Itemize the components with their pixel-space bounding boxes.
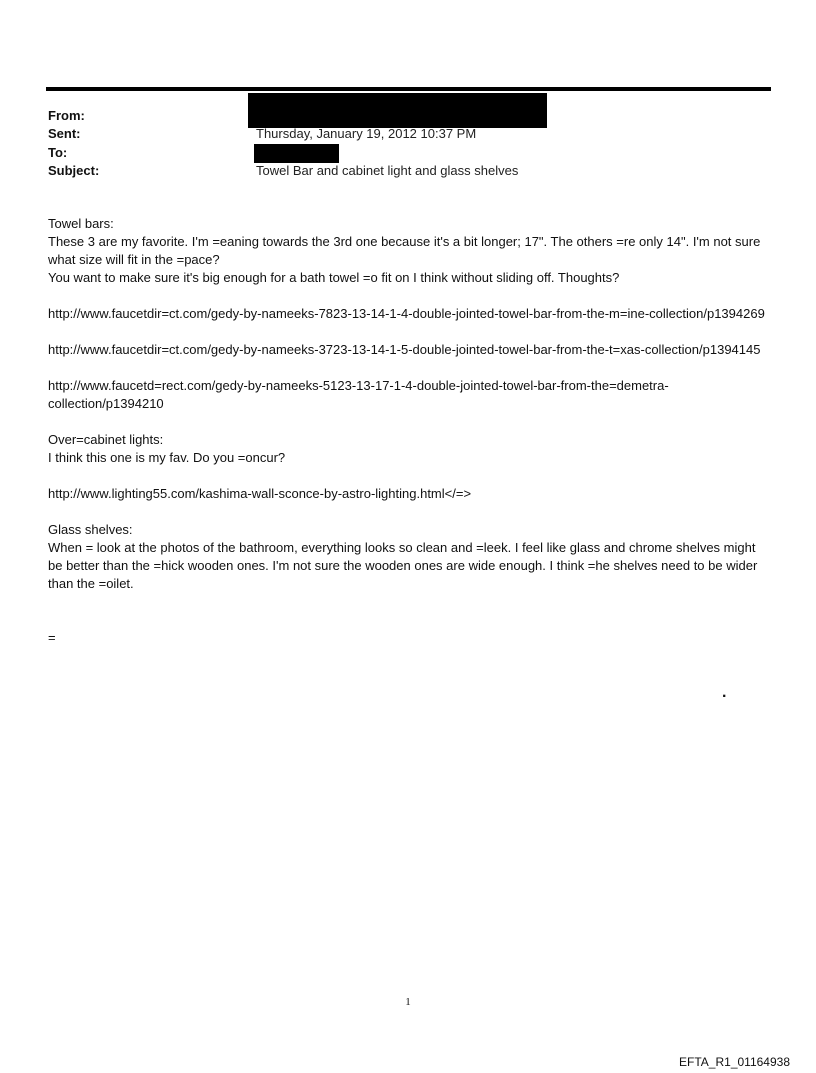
link-1[interactable]: http://www.faucetdir=ct.com/gedy-by-nameeks-7823-13-14-1-4-double-jointed-towel-bar-from-the-m=ine-collection/p1394269 <box>48 306 765 321</box>
glass-shelves-paragraph <box>48 521 768 593</box>
glass-shelves-text: When = look at the photos of the bathroom, everything looks so clean and =leek. I feel like glass and chrome shelves might be better than the =hick wooden ones. I'm not sure the wooden ones are wide enough. I think =he shelves need to be wider than the =oilet. <box>48 540 758 591</box>
towel-bars-heading: Towel bars: <box>48 216 114 231</box>
header-divider <box>46 87 771 91</box>
body-trailer: = <box>48 630 56 645</box>
page-number: 1 <box>405 996 411 1008</box>
towel-bars-paragraph <box>48 215 768 287</box>
link-4[interactable]: http://www.lighting55.com/kashima-wall-sconce-by-astro-lighting.html</=> <box>48 486 472 501</box>
cabinet-lights-text: I think this one is my fav. Do you =oncur? <box>48 450 286 465</box>
stray-mark: . <box>722 684 727 701</box>
towel-bars-question: You want to make sure it's big enough for a bath towel =o fit on I think without sliding off. Thoughts? <box>48 270 620 285</box>
from-redaction <box>248 93 547 128</box>
sent-label: Sent: <box>48 126 81 141</box>
document-id: EFTA_R1_01164938 <box>679 1055 790 1069</box>
cabinet-lights-paragraph <box>48 431 768 467</box>
sent-value: Thursday, January 19, 2012 10:37 PM <box>256 126 477 141</box>
cabinet-lights-heading: Over=cabinet lights: <box>48 432 164 447</box>
to-redaction <box>254 144 339 163</box>
glass-shelves-heading: Glass shelves: <box>48 522 133 537</box>
link-2[interactable]: http://www.faucetdir=ct.com/gedy-by-nameeks-3723-13-14-1-5-double-jointed-towel-bar-from-the-t=xas-collection/p1394145 <box>48 342 761 357</box>
to-label: To: <box>48 145 68 160</box>
from-label: From: <box>48 108 85 123</box>
towel-bars-text: These 3 are my favorite. I'm =eaning towards the 3rd one because it's a bit longer; 17". The others =re only 14". I'm not sure what size will fit in the =pace? <box>48 234 761 267</box>
subject-value: Towel Bar and cabinet light and glass shelves <box>256 163 519 178</box>
email-body <box>48 215 768 665</box>
subject-label: Subject: <box>48 163 100 178</box>
link-3[interactable]: http://www.faucetd=rect.com/gedy-by-nameeks-5123-13-17-1-4-double-jointed-towel-bar-from-the=demetra-collection/p1394210 <box>48 378 669 411</box>
